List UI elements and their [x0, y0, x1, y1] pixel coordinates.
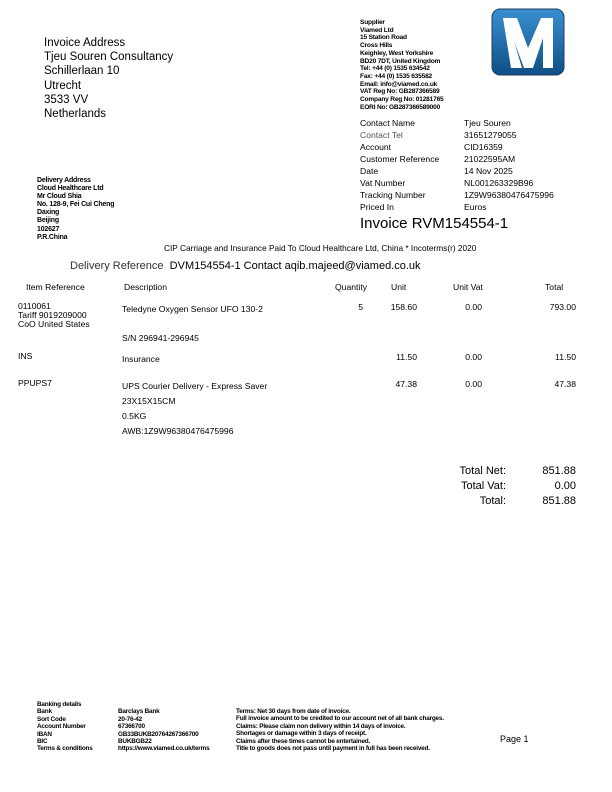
header-quantity: Quantity — [335, 282, 368, 292]
detail-value: Euros — [464, 202, 487, 212]
delivery-reference — [70, 260, 421, 272]
detail-row — [360, 117, 554, 129]
detail-row — [360, 201, 554, 213]
delivery-address-line: Daxing — [37, 209, 60, 217]
terms-line: Title to goods does not pass until payment in full has been received. — [236, 745, 430, 753]
supplier-line: EORI No: GB287366589000 — [360, 103, 441, 111]
delivery-address-line: P.R.China — [37, 233, 68, 241]
invoice-details — [360, 117, 554, 213]
supplier-line: VAT Reg No: GB287366589 — [360, 88, 440, 96]
item-description-line: S/N 296941-296945 — [122, 333, 199, 343]
delivery-reference-value: DVM154554-1 Contact aqib.majeed@viamed.co.uk — [169, 260, 421, 272]
invoice-address-line: Invoice Address — [44, 37, 126, 49]
detail-value: 21022595AM — [464, 154, 516, 164]
item-quantity: 5 — [358, 302, 363, 312]
banking-row — [37, 708, 209, 715]
item-description — [122, 379, 267, 439]
header-item-reference: Item Reference — [26, 282, 85, 292]
item-reference — [18, 379, 52, 388]
detail-value: NL001263329B96 — [464, 178, 534, 188]
detail-label: Vat Number — [360, 178, 406, 188]
banking-row — [37, 731, 209, 738]
header-unit: Unit — [391, 282, 407, 292]
banking-value: GB33BUKB20764267366700 — [118, 730, 199, 738]
banking-details — [37, 701, 209, 753]
detail-row — [360, 141, 554, 153]
header-description: Description — [124, 282, 167, 292]
detail-value: 14 Nov 2025 — [464, 166, 513, 176]
supplier-line: Cross Hills — [360, 42, 393, 50]
delivery-address-line: Delivery Address — [37, 177, 91, 184]
item-description — [122, 302, 263, 346]
item-description-line: AWB:1Z9W96380476475996 — [122, 426, 234, 436]
item-unit: 11.50 — [396, 352, 417, 362]
header-total: Total — [545, 282, 564, 292]
invoice-address-line: Schillerlaan 10 — [44, 65, 120, 78]
banking-value: https://www.viamed.co.uk/terms — [118, 745, 210, 753]
terms-line: Claims: Please claim non delivery within 14 days of invoice. — [236, 722, 406, 730]
banking-label: IBAN — [37, 730, 52, 738]
supplier-line: Tel: +44 (0) 1535 634542 — [360, 65, 430, 73]
delivery-address-line: No. 128-9, Fei Cui Cheng — [37, 201, 115, 209]
banking-title: Banking details — [37, 701, 82, 708]
detail-row — [360, 177, 554, 189]
item-reference-line: PPUPS7 — [18, 378, 52, 388]
banking-value: 20-76-42 — [118, 715, 142, 723]
banking-row — [37, 745, 209, 752]
delivery-address — [37, 177, 114, 242]
banking-row — [37, 738, 209, 745]
total-label: Total: — [479, 495, 506, 507]
detail-row — [360, 165, 554, 177]
detail-label: Date — [360, 166, 379, 176]
detail-row — [360, 129, 554, 141]
supplier-line: Viamed Ltd — [360, 26, 394, 34]
supplier-line: Keighley, West Yorkshire — [360, 49, 434, 57]
invoice-address-line: Netherlands — [44, 108, 107, 121]
incoterms: CIP Carriage and Insurance Paid To Cloud Healthcare Ltd, China * Incoterms(r) 2020 — [164, 243, 477, 253]
detail-value: CID16359 — [464, 142, 503, 152]
total-value: 0.00 — [554, 480, 576, 492]
detail-label: Customer Reference — [360, 154, 440, 164]
invoice-address — [44, 36, 173, 121]
banking-label: BIC — [37, 738, 48, 746]
item-reference — [18, 352, 32, 361]
detail-row — [360, 153, 554, 165]
banking-value: 67366700 — [118, 723, 145, 731]
item-total: 11.50 — [555, 352, 576, 362]
detail-value: 1Z9W96380476475996 — [464, 190, 554, 200]
banking-label: Terms & conditions — [37, 745, 93, 753]
item-reference — [18, 302, 90, 329]
banking-row — [37, 723, 209, 730]
banking-value: Barclays Bank — [118, 708, 160, 716]
detail-label: Contact Tel — [360, 130, 403, 140]
terms-line: Shortages or damage within 3 days of receipt. — [236, 730, 367, 738]
page-number: Page 1 — [500, 734, 529, 744]
item-description — [122, 352, 160, 367]
terms-line: Terms: Net 30 days from date of invoice. — [236, 708, 351, 715]
total-label: Total Vat: — [460, 480, 506, 492]
invoice-address-line: Utrecht — [44, 79, 82, 92]
item-unit: 47.38 — [395, 379, 417, 389]
supplier-line: Fax: +44 (0) 1535 635582 — [360, 72, 433, 80]
item-description-line: Insurance — [122, 354, 160, 364]
banking-label: Sort Code — [37, 715, 66, 723]
detail-label: Account — [360, 142, 392, 152]
header-unit-vat: Unit Vat — [453, 282, 483, 292]
delivery-address-line: Beijing — [37, 217, 59, 225]
detail-label: Tracking Number — [360, 190, 426, 200]
terms-line: Full invoice amount to be credited to our account net of all bank charges. — [236, 715, 444, 723]
item-reference-line: Tariff 9019209000 — [18, 310, 87, 320]
banking-label: Bank — [37, 708, 52, 716]
item-reference-line: 0110061 — [18, 301, 51, 311]
delivery-address-line: Cloud Healthcare Ltd — [37, 185, 104, 193]
item-total: 47.38 — [554, 379, 576, 389]
item-unit-vat: 0.00 — [465, 302, 482, 312]
supplier-line: Company Reg No: 01281765 — [360, 96, 444, 104]
total-value: 851.88 — [542, 495, 576, 507]
banking-row — [37, 716, 209, 723]
delivery-reference-label: Delivery Reference — [70, 260, 164, 272]
item-total: 793.00 — [549, 302, 576, 312]
item-description-line: Teledyne Oxygen Sensor UFO 130-2 — [122, 304, 263, 314]
detail-value: 31651279055 — [464, 130, 517, 140]
item-description-line: 0.5KG — [122, 411, 147, 421]
terms-line: Claims after these times cannot be entertained. — [236, 737, 371, 745]
viamed-logo — [491, 8, 565, 76]
invoice-title: Invoice RVM154554-1 — [360, 215, 509, 232]
item-reference-line: INS — [18, 351, 33, 361]
supplier-line: Supplier — [360, 19, 385, 26]
total-value: 851.88 — [542, 465, 576, 477]
supplier-line: Email: info@viamed.co.uk — [360, 80, 438, 88]
banking-label: Account Number — [37, 723, 86, 731]
detail-value: Tjeu Souren — [464, 118, 511, 128]
supplier-line: BD20 7DT, United Kingdom — [360, 57, 441, 65]
item-reference-line: CoO United States — [18, 319, 90, 329]
detail-label: Priced In — [360, 202, 394, 212]
supplier-block — [360, 19, 444, 111]
total-label: Total Net: — [459, 465, 506, 477]
terms-block — [236, 708, 444, 752]
invoice-address-line: 3533 VV — [44, 93, 89, 106]
supplier-line: 15 Station Road — [360, 34, 407, 42]
item-unit-vat: 0.00 — [465, 352, 482, 362]
detail-row — [360, 189, 554, 201]
item-description-line: UPS Courier Delivery - Express Saver — [122, 381, 268, 391]
delivery-address-line: Mr Cloud Shia — [37, 193, 82, 201]
banking-value: BUKBGB22 — [118, 738, 152, 746]
item-unit-vat: 0.00 — [465, 379, 482, 389]
invoice-address-line: Tjeu Souren Consultancy — [44, 51, 174, 64]
detail-label: Contact Name — [360, 118, 415, 128]
item-unit: 158.60 — [390, 302, 417, 312]
item-description-line: 23X15X15CM — [122, 396, 176, 406]
delivery-address-line: 102627 — [37, 225, 60, 233]
